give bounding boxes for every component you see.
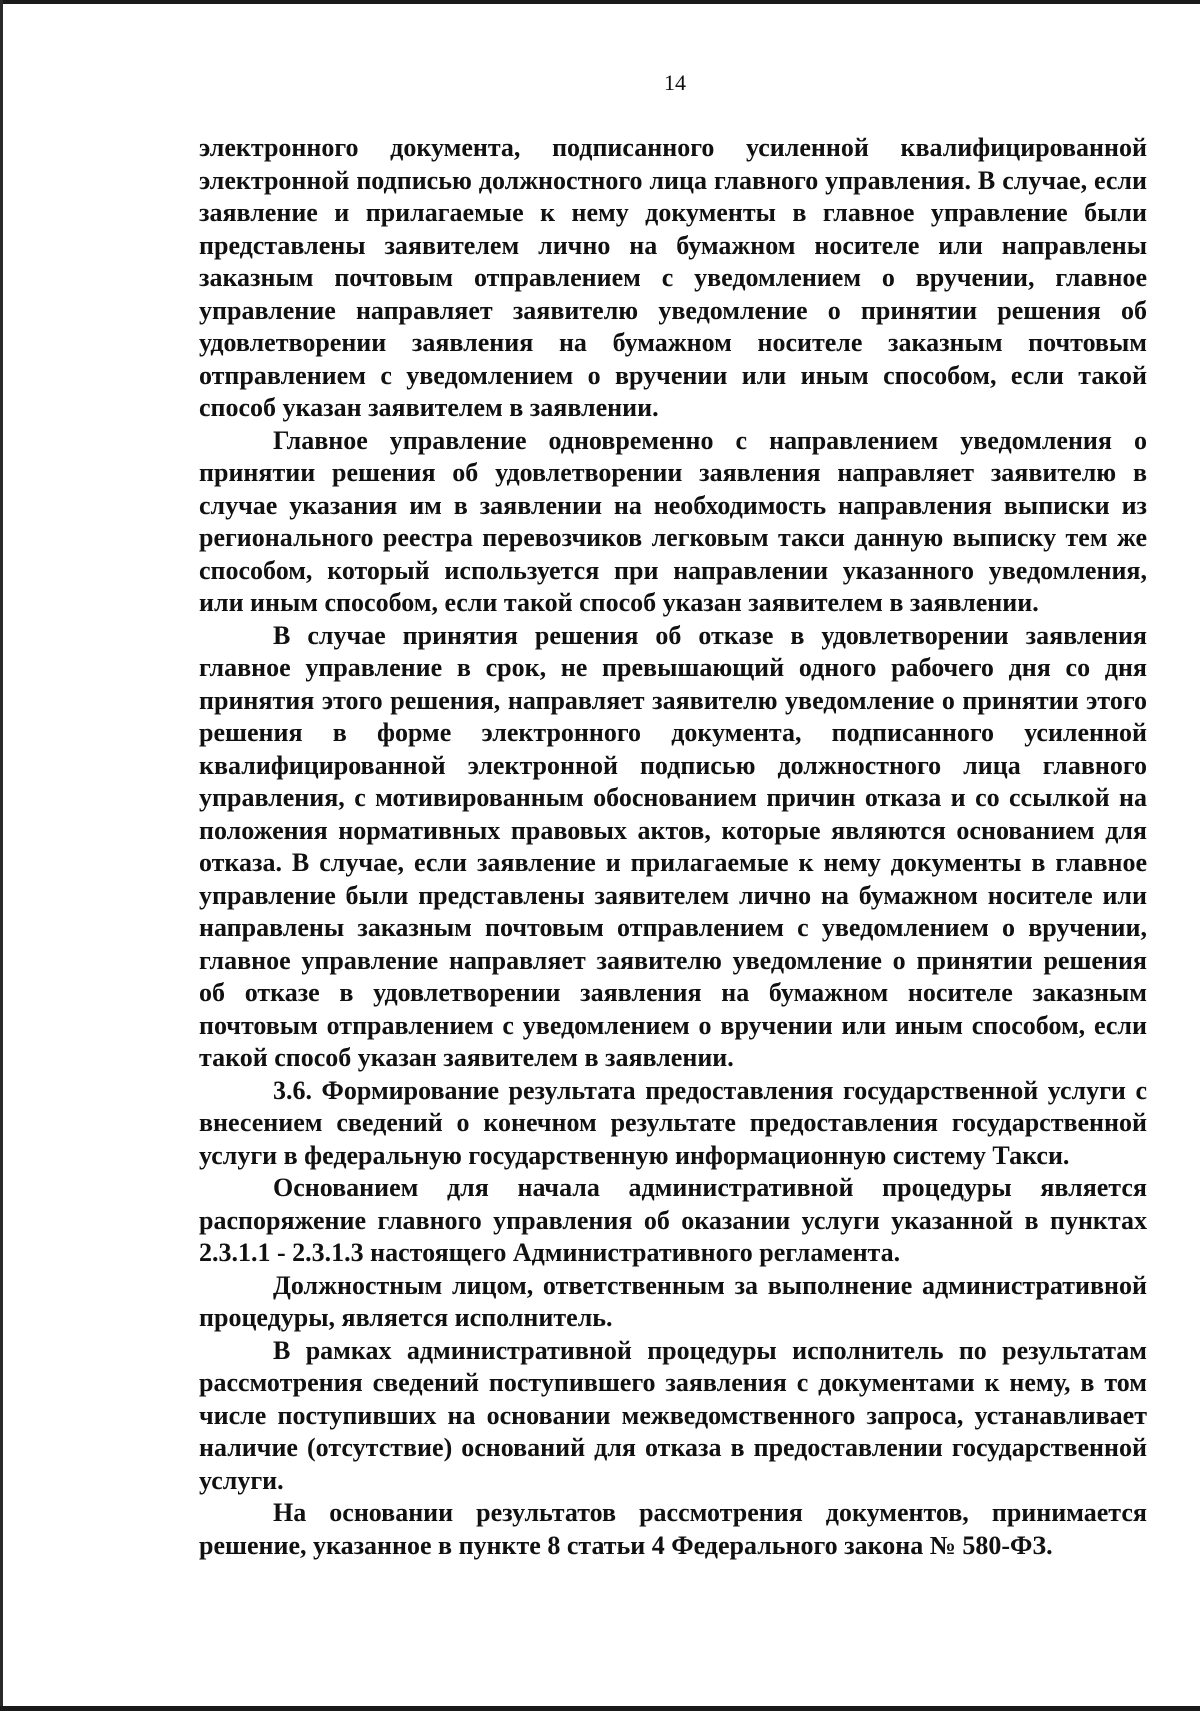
document-body	[199, 132, 1147, 1562]
paragraph: На основании результатов рассмотрения документов, принимается решение, указанное в пункте 8 статьи 4 Федерального закона № 580-ФЗ.	[199, 1498, 1147, 1560]
scan-edge-left	[0, 0, 3, 1711]
page-number: 14	[664, 70, 686, 95]
scan-edge-top	[0, 0, 1200, 4]
paragraph: Должностным лицом, ответственным за выполнение административной процедуры, является исполнитель.	[199, 1270, 1147, 1332]
paragraph: электронного документа, подписанного усиленной квалифицированной электронной подписью должностного лица главного управления. В случае, если заявление и прилагаемые к нему документы в главное управление были представлены заявителем лично на бумажном носителе или направлены заказным почтовым отправлением с уведомлением о вручении, главное управление направляет заявителю уведомление о принятии решения об удовлетворении заявления на бумажном носителе заказным почтовым отправлением с уведомлением о вручении или иным способом, если такой способ указан заявителем в заявлении.	[199, 133, 1147, 422]
paragraph: В рамках административной процедуры исполнитель по результатам рассмотрения сведений поступившего заявления с документами к нему, в том числе поступивших на основании межведомственного запроса, устанавливает наличие (отсутствие) оснований для отказа в предоставлении государственной услуги.	[199, 1335, 1147, 1495]
scan-edge-bottom	[0, 1706, 1200, 1711]
paragraph: В случае принятия решения об отказе в удовлетворении заявления главное управление в срок, не превышающий одного рабочего дня со дня принятия этого решения, направляет заявителю уведомление о принятии этого решения в форме электронного документа, подписанного усиленной квалифицированной электронной подписью должностного лица главного управления, с мотивированным обоснованием причин отказа и со ссылкой на положения нормативных правовых актов, которые являются основанием для отказа. В случае, если заявление и прилагаемые к нему документы в главное управление были представлены заявителем лично на бумажном носителе или направлены заказным почтовым отправлением с уведомлением о вручении, главное управление направляет заявителю уведомление о принятии решения об отказе в удовлетворении заявления на бумажном носителе заказным почтовым отправлением с уведомлением о вручении или иным способом, если такой способ указан заявителем в заявлении.	[199, 620, 1147, 1072]
paragraph: Основанием для начала административной процедуры является распоряжение главного управления об оказании услуги указанной в пунктах 2.3.1.1 - 2.3.1.3 настоящего Административного регламента.	[199, 1173, 1147, 1267]
section-heading-3-6: 3.6. Формирование результата предоставления государственной услуги с внесением сведений о конечном результате предоставления государственной услуги в федеральную государственную информационную систему Такси.	[199, 1075, 1147, 1170]
paragraph: Главное управление одновременно с направлением уведомления о принятии решения об удовлетворении заявления направляет заявителю в случае указания им в заявлении на необходимость направления выписки из регионального реестра перевозчиков легковым такси данную выписку тем же способом, который используется при направлении указанного уведомления, или иным способом, если такой способ указан заявителем в заявлении.	[199, 425, 1147, 617]
